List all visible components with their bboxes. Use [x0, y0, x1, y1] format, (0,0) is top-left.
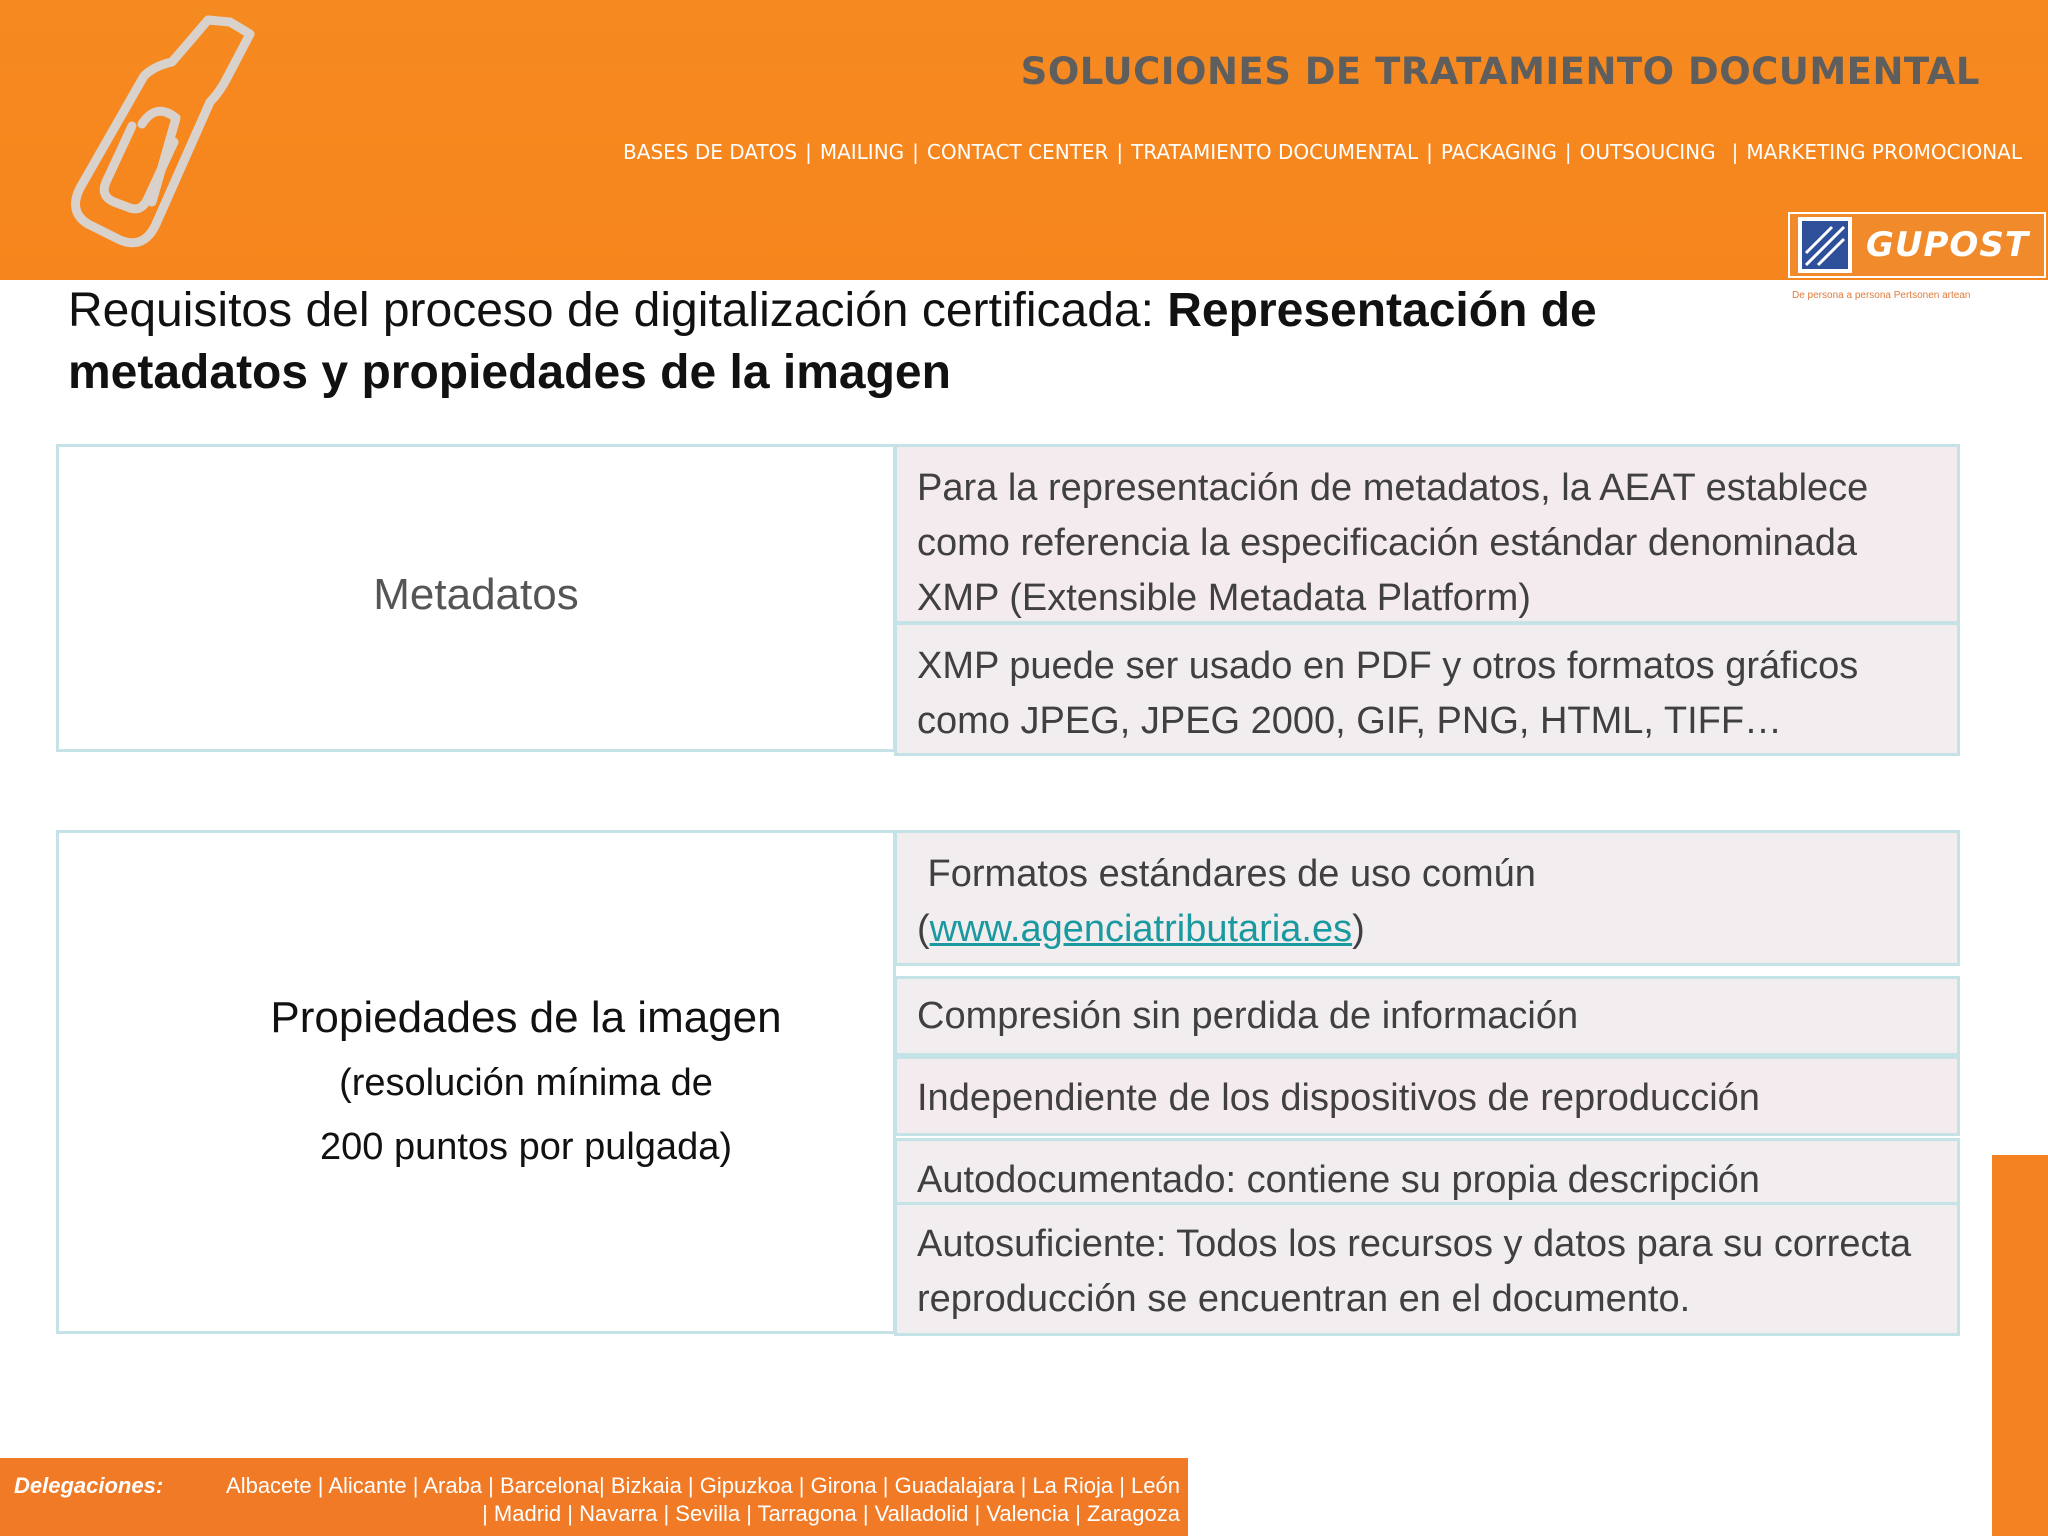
bottle-message-icon	[60, 6, 270, 266]
propiedades-label-line3: 200 puntos por pulgada)	[320, 1126, 732, 1168]
nav-bases-de-datos[interactable]: BASES DE DATOS	[623, 140, 798, 164]
formatos-text: Formatos estándares de uso común	[917, 853, 1536, 895]
nav-separator: |	[912, 140, 919, 164]
page-title	[68, 280, 1728, 404]
nav-tratamiento-documental[interactable]: TRATAMIENTO DOCUMENTAL	[1131, 140, 1419, 164]
logo-tagline: De persona a persona Pertsonen artean	[1792, 290, 1971, 301]
top-nav	[623, 140, 2022, 164]
gupost-logo	[1788, 212, 2046, 278]
footer-delegaciones	[0, 1458, 1188, 1536]
propiedades-cell-compresion: Compresión sin perdida de información	[894, 976, 1960, 1056]
agenciatributaria-link[interactable]: www.agenciatributaria.es	[929, 908, 1353, 950]
propiedades-cell-independiente: Independiente de los dispositivos de reproducción	[894, 1056, 1960, 1136]
footer-label: Delegaciones:	[14, 1473, 164, 1498]
propiedades-cell-autodocumentado: Autodocumentado: contiene su propia descripción	[894, 1138, 1960, 1206]
footer-line2: | Madrid | Navarra | Sevilla | Tarragona | Valladolid | Valencia | Zaragoza	[482, 1501, 1180, 1526]
propiedades-cell-autosuficiente: Autosuficiente: Todos los recursos y datos para su correcta reproducción se encuentran en el documento.	[894, 1202, 1960, 1336]
nav-mailing[interactable]: MAILING	[819, 140, 905, 164]
footer-line1: Albacete | Alicante | Araba | Barcelona| Bizkaia | Gipuzkoa | Girona | Guadalajara | La Rioja | León	[226, 1473, 1180, 1498]
metadatos-label: Metadatos	[373, 570, 579, 619]
metadatos-cell-aeat: Para la representación de metadatos, la AEAT establece como referencia la especificación estándar denominada XMP (Extensible Metadata Platform)	[894, 444, 1960, 624]
gupost-logo-text: GUPOST	[1866, 225, 2030, 265]
nav-separator: |	[1116, 140, 1124, 164]
nav-separator: |	[1564, 140, 1572, 164]
page-title-normal: Requisitos del proceso de digitalización certificada:	[68, 284, 1168, 337]
formatos-paren-close: )	[1352, 908, 1365, 950]
propiedades-label	[56, 985, 996, 1179]
gupost-mark-icon	[1798, 217, 1852, 273]
metadatos-cell-xmp: XMP puede ser usado en PDF y otros formatos gráficos como JPEG, JPEG 2000, GIF, PNG, HTML, TIFF…	[894, 622, 1960, 756]
formatos-paren-open: (	[917, 908, 930, 950]
header-title: SOLUCIONES DE TRATAMIENTO DOCUMENTAL	[1020, 50, 1980, 93]
nav-separator: |	[1426, 140, 1433, 164]
nav-separator: |	[1731, 140, 1739, 164]
propiedades-cell-formatos	[894, 830, 1960, 966]
nav-packaging[interactable]: PACKAGING	[1440, 140, 1557, 164]
nav-separator: |	[805, 140, 812, 164]
propiedades-label-line2: (resolución mínima de	[339, 1062, 713, 1104]
nav-outsoucing[interactable]: OUTSOUCING	[1579, 140, 1716, 164]
nav-contact-center[interactable]: CONTACT CENTER	[926, 140, 1109, 164]
header-banner	[0, 0, 2048, 280]
propiedades-label-line1: Propiedades de la imagen	[270, 993, 782, 1042]
nav-marketing-promocional[interactable]: MARKETING PROMOCIONAL	[1746, 140, 2022, 164]
right-accent-bar	[1992, 1155, 2048, 1536]
page-title-bold: Representación de metadatos y propiedades de la imagen	[68, 284, 1597, 399]
